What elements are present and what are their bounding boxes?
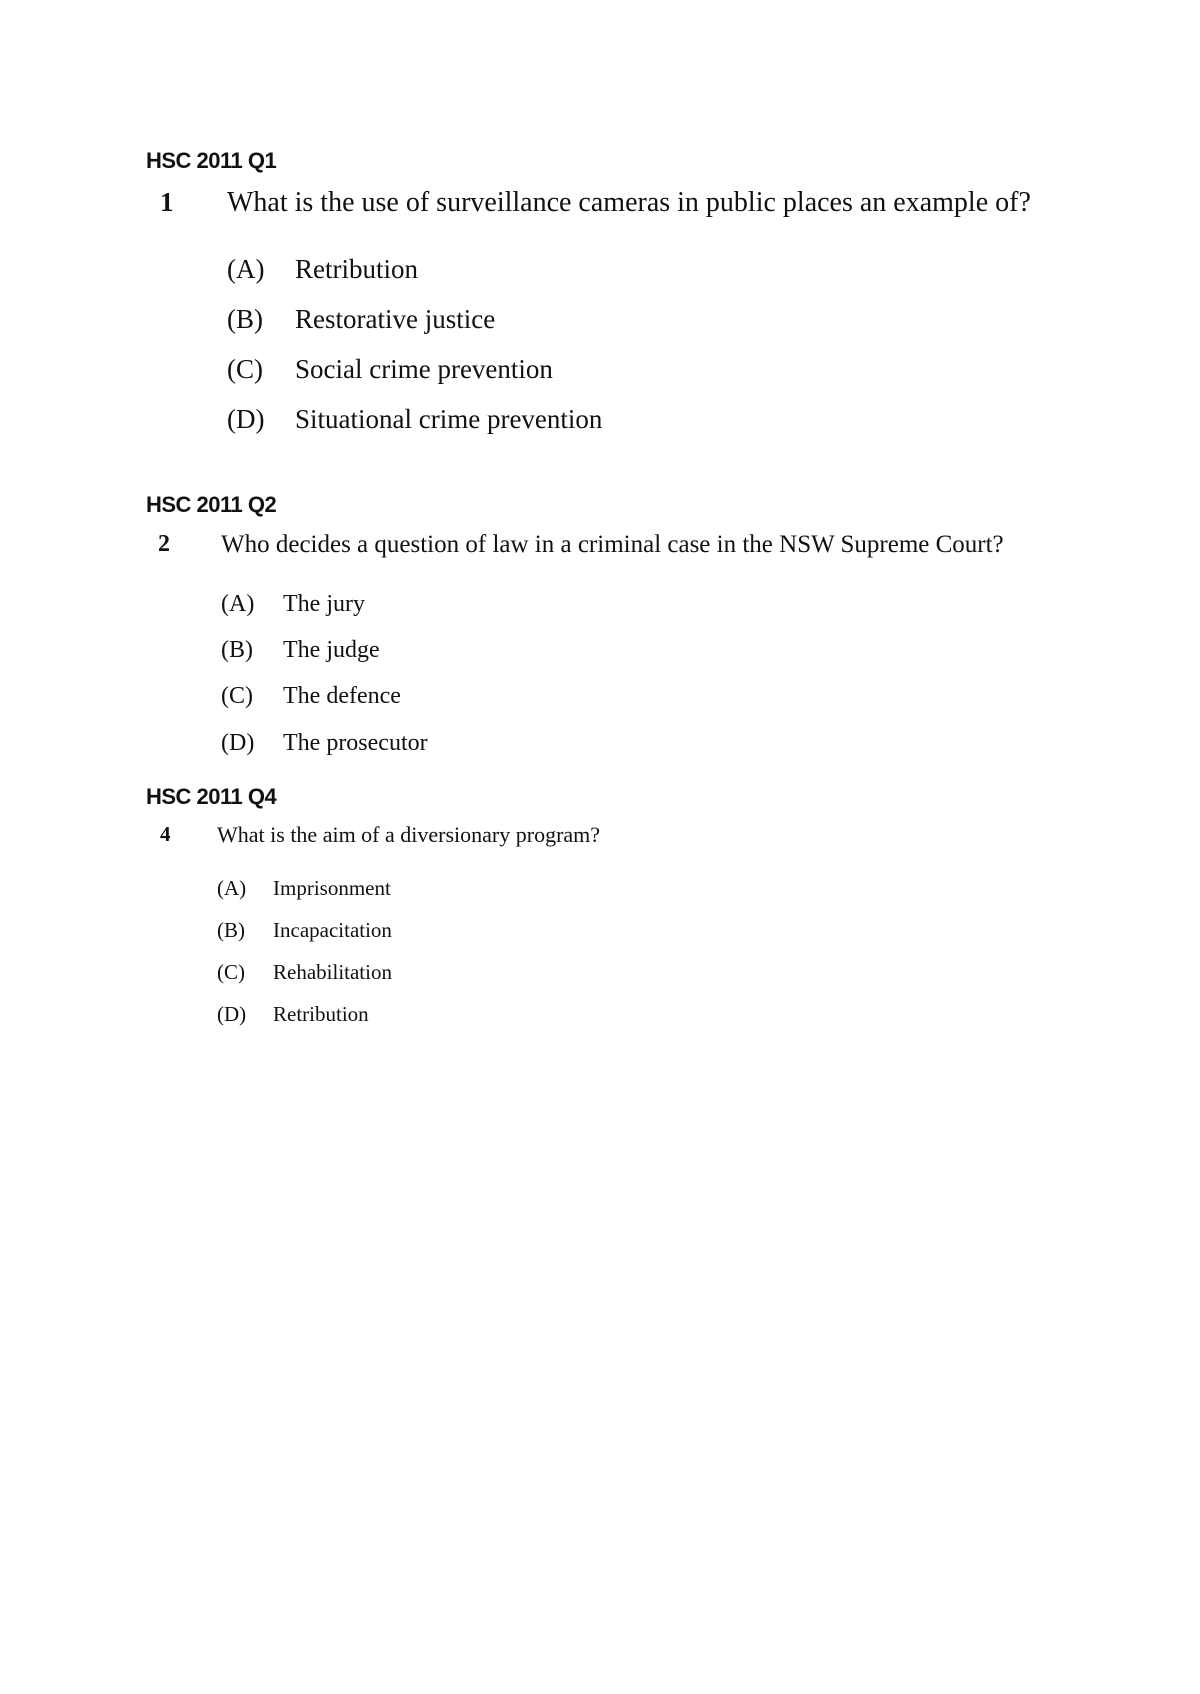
option-letter: (A) bbox=[221, 591, 255, 617]
option-letter: (A) bbox=[227, 254, 265, 284]
option-letter: (C) bbox=[227, 354, 263, 384]
option-letter: (A) bbox=[217, 876, 247, 900]
option-text: Imprisonment bbox=[273, 876, 391, 900]
option-text: Rehabilitation bbox=[273, 960, 392, 984]
question-text: What is the aim of a diversionary program? bbox=[217, 822, 601, 847]
option-letter: (C) bbox=[221, 683, 253, 709]
option-text: The jury bbox=[283, 591, 365, 617]
option-text: The defence bbox=[283, 683, 401, 709]
option-letter: (D) bbox=[217, 1002, 247, 1026]
question-text: Who decides a question of law in a criminal case in the NSW Supreme Court? bbox=[221, 531, 1004, 558]
option-letter: (B) bbox=[217, 918, 245, 942]
option-text: Social crime prevention bbox=[295, 354, 553, 384]
question-number: 1 bbox=[160, 187, 174, 217]
option-text: Retribution bbox=[295, 254, 418, 284]
option-text: The prosecutor bbox=[283, 730, 428, 756]
option-letter: (D) bbox=[221, 730, 255, 756]
question-number: 4 bbox=[160, 822, 171, 846]
option-text: Incapacitation bbox=[273, 918, 392, 942]
option-text: Restorative justice bbox=[295, 304, 496, 334]
question-source-heading: HSC 2011 Q2 bbox=[146, 492, 277, 517]
option-letter: (B) bbox=[221, 637, 253, 663]
question-source-heading: HSC 2011 Q1 bbox=[146, 148, 277, 173]
option-letter: (B) bbox=[227, 304, 263, 334]
option-text: Situational crime prevention bbox=[295, 404, 603, 434]
question-number: 2 bbox=[158, 531, 170, 557]
option-text: The judge bbox=[283, 637, 380, 663]
option-letter: (C) bbox=[217, 960, 245, 984]
option-text: Retribution bbox=[273, 1002, 369, 1026]
option-letter: (D) bbox=[227, 404, 265, 434]
question-text: What is the use of surveillance cameras in public places an example of? bbox=[227, 187, 1031, 218]
question-source-heading: HSC 2011 Q4 bbox=[146, 784, 277, 809]
